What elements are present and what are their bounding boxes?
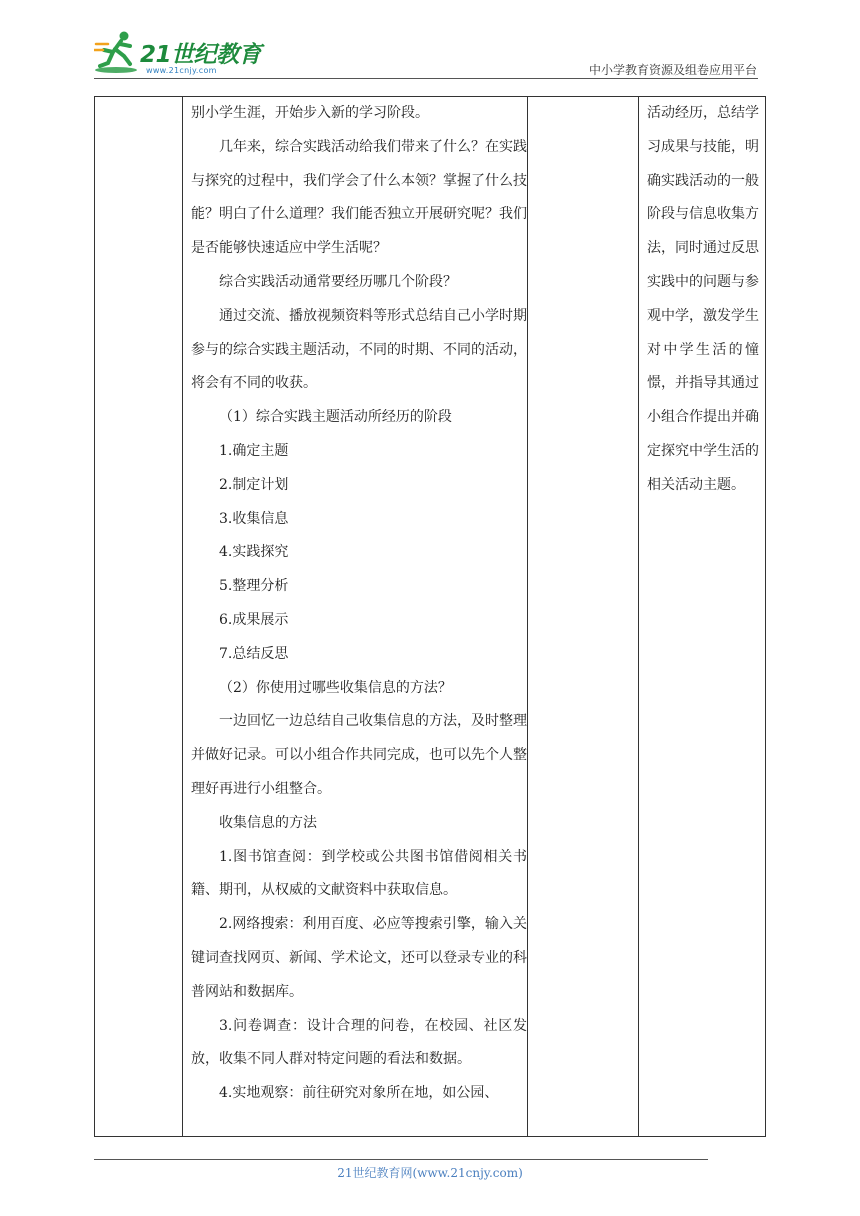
content-paragraph: 收集信息的方法 — [219, 814, 317, 831]
content-paragraph: 一边回忆一边总结自己收集信息的方法，及时整理并做好记录。可以小组合作共同完成，也可以先个人整理好再进行小组整合。 — [191, 713, 527, 797]
content-paragraph: 7.总结反思 — [219, 645, 289, 662]
content-paragraph: 4.实地观察：前往研究对象所在地，如公园、 — [219, 1085, 499, 1102]
content-paragraph: 4.实践探究 — [219, 544, 289, 561]
content-paragraph: 几年来，综合实践活动给我们带来了什么？在实践与探究的过程中，我们学会了什么本领？掌握了什么技能？明白了什么道理？我们能否独立开展研究呢？我们是否能够快速适应中学生活呢？ — [191, 138, 527, 257]
content-paragraph: 6.成果展示 — [219, 611, 289, 628]
table-column-divider — [182, 97, 183, 1136]
header-divider — [94, 78, 758, 79]
content-paragraph: 综合实践活动通常要经历哪几个阶段？ — [219, 273, 457, 290]
footer-divider — [94, 1159, 708, 1160]
content-paragraph: 1.确定主题 — [219, 442, 289, 459]
content-paragraph: （2）你使用过哪些收集信息的方法？ — [219, 679, 452, 696]
content-paragraph: 2.制定计划 — [219, 476, 289, 493]
content-paragraph: 2.网络搜索：利用百度、必应等搜索引擎，输入关键词查找网页、新闻、学术论文，还可以登录专业的科普网站和数据库。 — [191, 916, 527, 1000]
logo-text: 21世纪教育 — [140, 42, 262, 68]
content-paragraph: 别小学生涯，开始步入新的学习阶段。 — [191, 105, 429, 121]
content-paragraph: 3.问卷调查：设计合理的问卷，在校园、社区发放，收集不同人群对特定问题的看法和数据。 — [191, 1017, 527, 1068]
logo-url: www.21cnjy.com — [146, 66, 217, 75]
design-intent-cell: 活动经历，总结学习成果与技能，明确实践活动的一般阶段与信息收集方法，同时通过反思实践中的问题与参观中学，激发学生对中学生活的憧憬，并指导其通过小组合作提出并确定探究中学生活的相关活动主题。 — [647, 105, 759, 493]
content-paragraph: 1.图书馆查阅：到学校或公共图书馆借阅相关书籍、期刊，从权威的文献资料中获取信息。 — [191, 848, 527, 899]
content-paragraph: 通过交流、播放视频资料等形式总结自己小学时期参与的综合实践主题活动，不同的时期、不同的活动，将会有不同的收获。 — [191, 307, 527, 392]
teaching-content-cell — [191, 97, 527, 1111]
header-tagline: 中小学教育资源及组卷应用平台 — [588, 63, 757, 77]
content-paragraph: 5.整理分析 — [219, 578, 289, 595]
content-paragraph: （1）综合实践主题活动所经历的阶段 — [219, 409, 452, 426]
table-column-divider — [638, 97, 639, 1136]
table-column-divider — [527, 97, 528, 1136]
lesson-table — [94, 96, 766, 1137]
runner-logo-icon — [94, 30, 140, 74]
content-paragraph: 3.收集信息 — [219, 510, 289, 527]
page-header — [0, 0, 860, 82]
site-logo — [94, 30, 264, 78]
page-footer: 21世纪教育网(www.21cnjy.com) — [337, 1166, 523, 1180]
